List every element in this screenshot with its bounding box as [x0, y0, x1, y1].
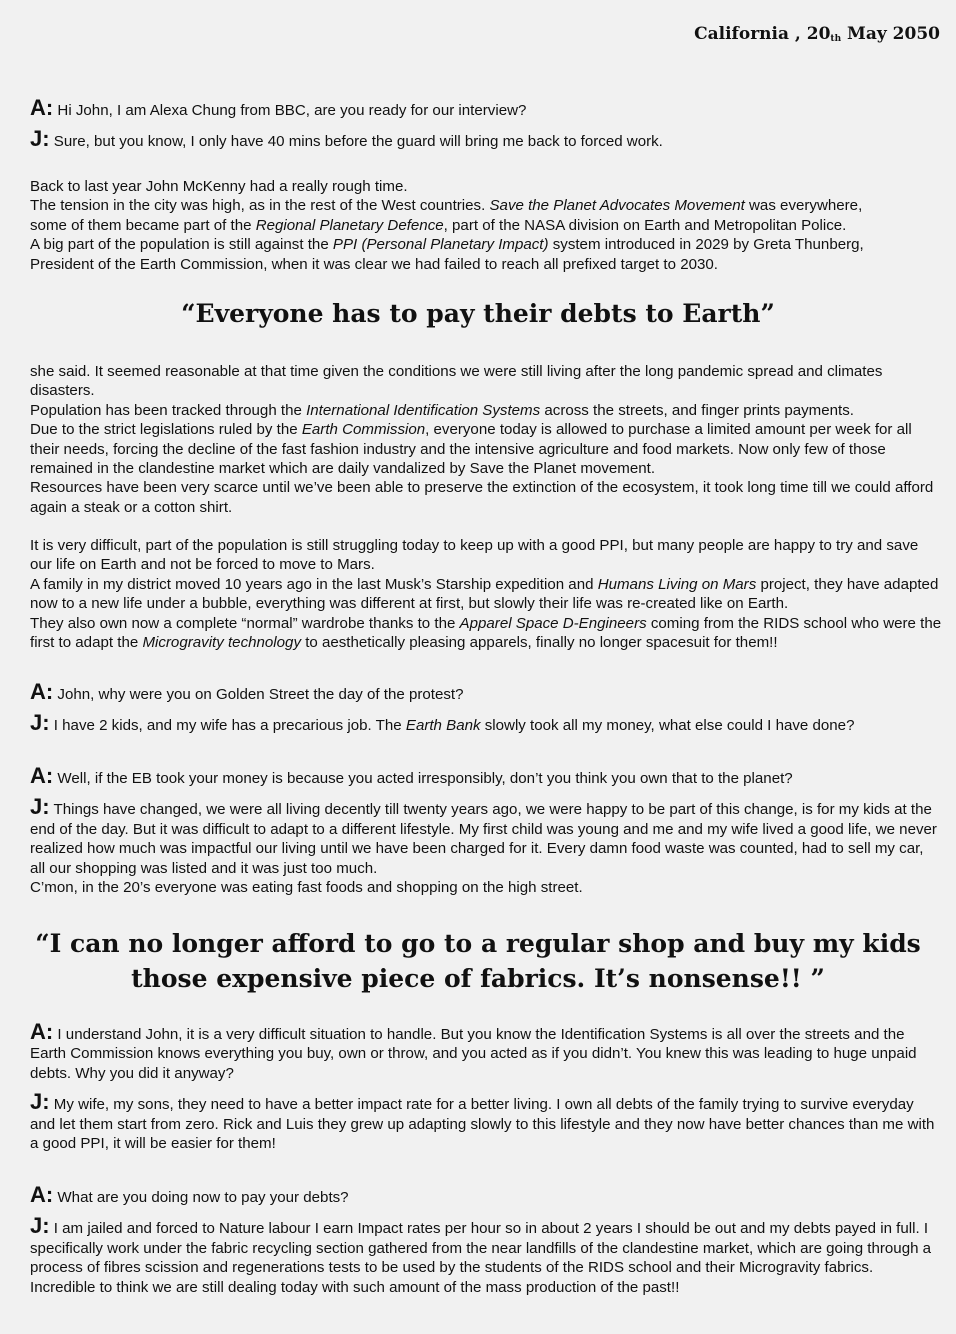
- speaker-label: J:: [30, 1213, 50, 1239]
- narrative-line: It is very difficult, part of the population is still struggling today to keep up with a good PPI, but many people are happy to try and save our life on Earth and not be forced to move to Mars.: [30, 537, 919, 574]
- dialogue-text: I am jailed and forced to Nature labour I earn Impact rates per hour so in about 2 years I should be out and my debts payed in full. I specifically work under the fabric recycling section gathered from the near landfills of the clandestine market, which are going through a process of fibres scission and regenerations tests to be used by the students of the RIDS school and their Microgravity fabrics. Incredible to think we are still dealing today with such amount of the mass production of the past!!: [30, 1220, 932, 1296]
- dialogue-line-alexa: [30, 763, 942, 788]
- narrative-line: she said. It seemed reasonable at that time given the conditions we were still living after the long pandemic spread and climates disasters.: [30, 363, 883, 400]
- dialogue-continuation: C’mon, in the 20’s everyone was eating fast foods and shopping on the high street.: [30, 879, 583, 897]
- narrative-line: some of them became part of the Regional Planetary Defence, part of the NASA division on Earth and Metropolitan Police.: [30, 216, 847, 234]
- narrative-paragraph-1: [30, 177, 942, 274]
- intro-dialogue: [30, 95, 942, 152]
- speaker-label: A:: [30, 1019, 54, 1044]
- speaker-label: A:: [30, 1182, 54, 1207]
- dialogue-text: My wife, my sons, they need to have a better impact rate for a better living. I own all debts of the family trying to survive everyday and let them start from zero. Rick and Luis they grew up adapting slowly to this lifestyle and they now have better chances than me with a good PPI, it will be easier for them!: [30, 1096, 935, 1153]
- dialogue-line-john: [30, 1213, 942, 1297]
- speaker-label: A:: [30, 95, 54, 120]
- dialogue-text: Sure, but you know, I only have 40 mins before the guard will bring me back to forced work.: [53, 133, 663, 151]
- speaker-label: J:: [30, 710, 50, 736]
- dialogue-4: [30, 1019, 942, 1153]
- narrative-line: President of the Earth Commission, when it was clear we had failed to reach all prefixed target to 2030.: [30, 255, 718, 273]
- pull-quote-2: [0, 926, 956, 996]
- dialogue-line-alexa: [30, 1019, 942, 1083]
- dialogue-line-alexa: [30, 679, 942, 704]
- dateline-place: California ,: [694, 24, 801, 44]
- dialogue-5: [30, 1182, 942, 1297]
- dialogue-line-john: [30, 1089, 942, 1153]
- speaker-label: A:: [30, 763, 54, 788]
- narrative-line: A big part of the population is still against the PPI (Personal Planetary Impact) system introduced in 2029 by Greta Thunberg,: [30, 236, 864, 254]
- narrative-line: A family in my district moved 10 years ago in the last Musk’s Starship expedition and Humans Living on Mars project, they have adapted now to a new life under a bubble, everything was different at first, but slowly their life was re-created like on Earth.: [30, 575, 939, 613]
- speaker-label: J:: [30, 126, 50, 152]
- dialogue-text: Things have changed, we were all living decently till twenty years ago, we were happy to be part of this change, is for my kids at the end of the day. But it was difficult to adapt to a different lifestyle. My first child was young and me and my wife lived a good life, we never realized how much was impactful our living until we have been charged for it. Every damn food waste was counted, had to sell my car, all our shopping was listed and it was just too much.: [30, 801, 937, 877]
- dialogue-line-alexa: [30, 1182, 942, 1207]
- narrative-line: Resources have been very scarce until we’ve been able to preserve the extinction of the ecosystem, it took long time till we could afford again a steak or a cotton shirt.: [30, 479, 934, 516]
- narrative-paragraph-3: [30, 536, 942, 652]
- dialogue-text: Hi John, I am Alexa Chung from BBC, are you ready for our interview?: [57, 102, 527, 119]
- dialogue-2: [30, 679, 942, 736]
- dialogue-line-john: J: I have 2 kids, and my wife has a precarious job. The Earth Bank slowly took all my money, what else could I have done?: [30, 710, 855, 736]
- dateline-day: 20: [806, 24, 831, 44]
- speaker-label: J:: [30, 1089, 50, 1115]
- narrative-line: Population has been tracked through the International Identification Systems across the streets, and finger prints payments.: [30, 401, 854, 419]
- pull-quote-line: those expensive piece of fabrics. It’s nonsense!! ”: [131, 964, 825, 993]
- dialogue-3: [30, 763, 942, 897]
- speaker-label: J:: [30, 794, 50, 820]
- dialogue-text: I understand John, it is a very difficult situation to handle. But you know the Identification Systems is all over the streets and the Earth Commission knows everything you buy, own or throw, and you acted as if you didn’t. You knew this was leading to huge unpaid debts. Why you did it anyway?: [30, 1026, 917, 1082]
- dialogue-text: John, why were you on Golden Street the day of the protest?: [57, 686, 464, 703]
- narrative-line: The tension in the city was high, as in the rest of the West countries. Save the Planet Advocates Movement was everywhere,: [30, 197, 863, 215]
- dateline-day-suffix: th: [830, 34, 842, 44]
- narrative-line: They also own now a complete “normal” wardrobe thanks to the Apparel Space D-Engineers coming from the RIDS school who were the first to adapt the Microgravity technology to aesthetically pleasing apparels, finally no longer spacesuit for them!!: [30, 614, 942, 652]
- dialogue-line-john: [30, 126, 942, 152]
- narrative-line: Due to the strict legislations ruled by the Earth Commission, everyone today is allowed to purchase a limited amount per week for all their needs, forcing the decline of the fast fashion industry and the intensive agriculture and food markets. Now only few of those remained in the clandestine market which are daily vandalized by Save the Planet movement.: [30, 421, 912, 478]
- pull-quote-1: “Everyone has to pay their debts to Earth”: [181, 299, 775, 328]
- dialogue-line-alexa: [30, 95, 942, 120]
- speaker-label: A:: [30, 679, 54, 704]
- dialogue-text: What are you doing now to pay your debts?: [57, 1189, 349, 1206]
- narrative-line: Back to last year John McKenny had a really rough time.: [30, 178, 408, 195]
- narrative-paragraph-2: [30, 362, 942, 517]
- dialogue-line-john: [30, 794, 942, 878]
- dialogue-text: Well, if the EB took your money is because you acted irresponsibly, don’t you think you own that to the planet?: [57, 770, 793, 787]
- dateline: [694, 24, 940, 44]
- dateline-month-year: May 2050: [847, 24, 940, 44]
- pull-quote-line: “I can no longer afford to go to a regular shop and buy my kids: [35, 929, 921, 958]
